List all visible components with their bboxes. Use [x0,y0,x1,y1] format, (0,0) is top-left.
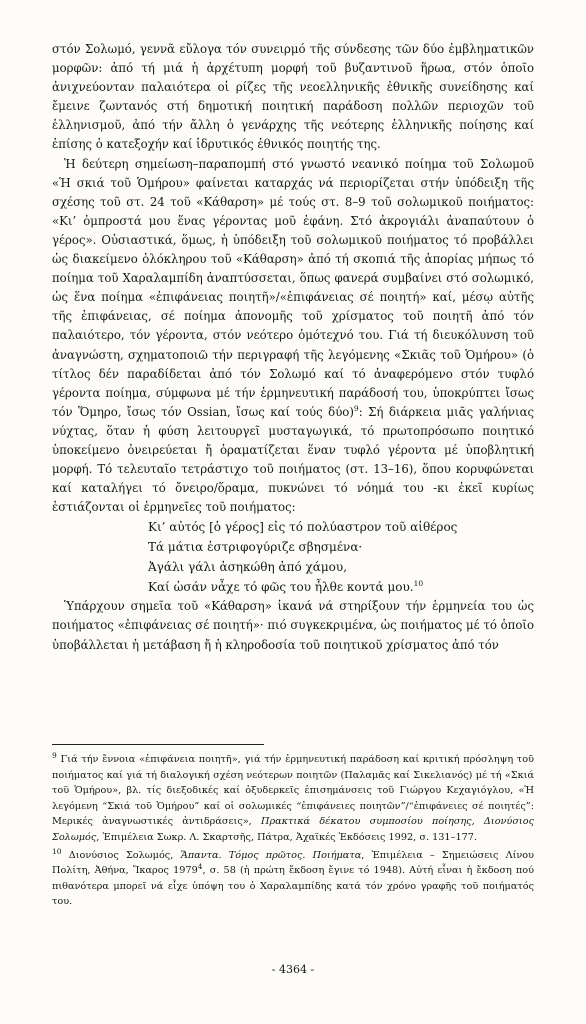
poem-line: Κι’ αὐτός [ὁ γέρος] εἰς τό πολύαστρον τοῦ αἰθέρος [148,520,458,535]
footnote-10-text-b: , Ἐπιμέλεια – Σημειώσεις Λίνου Πολίτη, Ἀθήνα, Ἴκαρος 1979 [52,849,535,877]
poem-line: Τά μάτια ἐστριφογύριζε σβησμένα· [148,540,363,555]
footnote-10-title: Ἅπαντα. Τόμος πρῶτος. Ποιήματα [180,849,362,861]
paragraph-2-part-a: Ἡ δεύτερη σημείωση–παραπομπή στό γνωστό νεανικό ποίημα τοῦ Σολωμοῦ «Ἡ σκιά τοῦ Ὁμήρου» φαίνεται καταρχάς νά περιορίζεται στήν ὑπόδειξη τῆς σχέσης τοῦ στ. 24 τοῦ «Κάθαρση» μέ τούς στ. 8–9 τοῦ σολωμικοῦ ποιήματος: «Κι’ ὀμπροστά μου ἕνας γέροντας μοῦ ἐφάνη. Στό ἀκρογιάλι ἀναπαύτουν ὁ γέρος». Οὐσιαστικά, ὅμως, ἡ ὑπόδειξη τοῦ σολωμικοῦ ποιήματος τό προβάλλει ὡς διακείμενο ὁλόκληρου τοῦ «Κάθαρση» ἀπό τή σκοπιά τῆς ἀπορίας μήπως τό ποίημα τοῦ Χαραλαμπίδη ἀναπτύσσεται, ὅπως φανερά συμβαίνει στό σολωμικό, ὡς ἕνα ποίημα «ἐπιφάνειας ποιητῆ»/«ἐπιφάνειας σέ ποιητή» καί, μέσῳ αὐτῆς τῆς ἐπιφάνειας, σέ ποίημα ἀπονομῆς τοῦ χρίσματος τοῦ ποιητῆ ἀπό τόν παλαιότερο, τόν γέροντα, στόν νεότερο ὁμότεχνό του. Γιά τή διευκόλυνση τοῦ ἀναγνώστη, σχηματοποιῶ τήν περιγραφή τῆς λεγόμενης «Σκιᾶς τοῦ Ὁμήρου» (ὁ τίτλος δέν παραδίδεται ἀπό τόν Σολωμό καί τό ἀναφερόμενο στόν τυφλό γέροντα ποίημα, σύμφωνα μέ τήν ἑρμηνευτική παράδοσή του, ὑποκρύπτει ἴσως τόν Ὅμηρο, ἴσως τόν Ossian, ἴσως καί τούς δύο) [52,156,534,419]
paragraph-2-part-b: : Σή διάρκεια μιᾶς γαλήνιας νύχτας, ὅταν ἡ φύση λειτουργεῖ μυσταγωγικά, τό πρωτοπρόσωπο ποιητικό ὑποκείμενο ὀνειρεύεται ἤ ὁραματίζεται ἕναν τυφλό γέροντα μέ ὑποβλητική μορφή. Τό τελευταῖο τετράστιχο τοῦ ποιήματος (στ. 13–16), ὅπου κορυφώνεται καί καταλήγει τό ὄνειρο/ὅραμα, πυκνώνει τό νόημά του -κι ἐκεῖ κυρίως ἑστιάζονται οἱ ἑρμηνεῖες τοῦ ποιήματος: [52,404,535,515]
footnote-ref-9[interactable]: 9 [353,403,359,413]
page-number: - 4364 - [271,963,315,976]
footnote-9-text-a: Γιά τήν ἔννοια «ἐπιφάνεια ποιητῆ», γιά τήν ἑρμηνευτική παράδοση καί κριτική πρόσληψη τοῦ ποιήματος καί γιά τή διαλογική σχέση νεότερων ποιητῶν (Παλαμᾶς καί Σικελιανός) μέ τή «Σκιά τοῦ Ὁμήρου», βλ. τίς διεξοδικές καί ὀξυδερκεῖς ἐπισημάνσεις τοῦ Γιώργου Κεχαγιόγλου, «Ἡ λεγόμενη “Σκιά τοῦ Ὁμήρου” καί οἱ σολωμικές “ἐπιφάνειες ποιητῶν”/“ἐπιφάνειες σέ ποιητές”: Μερικές ἀναγνωστικές ἀντιδράσεις», [52,754,534,828]
footnote-10-marker: 10 [52,846,62,856]
footnote-10-text-a: Διονύσιος Σολωμός, [61,849,181,861]
footnote-10 [52,848,534,910]
edition-superscript: 4 [197,861,203,871]
footnote-9 [52,752,534,846]
footnotes [52,752,534,912]
poem-line-text: Καί ὡσάν νἆχε τό φῶς του ἦλθε κοντά μου. [148,580,414,595]
footnote-separator [52,744,264,745]
main-text [52,40,534,655]
footnote-9-text-b: , Ἐπιμέλεια Σωκρ. Λ. Σκαρτσῆς, Πάτρα, Ἀχαϊκές Ἐκδόσεις 1992, σ. 131–177. [96,831,478,843]
footnote-10-text-c: , σ. 58 (ἡ πρώτη ἔκδοση ἔγινε τό 1948). Αὐτή εἶναι ἡ ἔκδοση πού πιθανότερα μπορεῖ νά εἶχε ὑπόψη του ὁ Χαραλαμπίδης κατά τόν χρόνο γραφῆς τοῦ ποιήματός του. [52,865,534,908]
paragraph-2 [52,155,534,518]
poem-quote [52,517,534,597]
poem-line: Ἀγάλι γάλι ἀσηκώθη ἀπό χάμου, [148,560,348,575]
paragraph-1: στόν Σολωμό, γεννᾶ εὔλογα τόν συνειρμό τῆς σύνδεσης τῶν δύο ἐμβληματικῶν μορφῶν: ἀπό τή μιά ἡ ἀρχέτυπη μορφή τοῦ βυζαντινοῦ ἥρωα, στόν ὁποῖο ἀνιχνεύονταν παλαιότερα οἱ ρίζες τῆς νεοελληνικῆς ἐθνικῆς συνείδησης καί ἔμεινε ζωντανός στή δημοτική ποιητική παράδοση πολλῶν περιοχῶν τοῦ ἑλληνισμοῦ, ἀπό τήν ἄλλη ὁ γενάρχης τῆς νεότερης ἑλληνικῆς ποίησης καί ἐπίσης ὁ κατεξοχήν καί ἱδρυτικός ἐθνικός ποιητής της. [52,42,534,152]
poem-line-last [148,577,534,597]
footnote-9-marker: 9 [52,750,57,760]
paragraph-3: Ὑπάρχουν σημεῖα τοῦ «Κάθαρση» ἱκανά νά στηρίξουν τήν ἑρμηνεία του ὡς ποιήματος «ἐπιφάνειας σέ ποιητή»· πιό συγκεκριμένα, ὡς ποιήματος μέ τό ὁποῖο ὑποβάλλεται ἡ μετάβαση ἤ ἡ κληροδοσία τοῦ ποιητικοῦ χρίσματος ἀπό τόν [52,599,534,652]
footnote-9-title: Πρακτικά δέκατου συμποσίου ποίησης, Διονύσιος Σολωμός [52,816,534,843]
footnote-ref-10[interactable]: 10 [413,579,424,589]
